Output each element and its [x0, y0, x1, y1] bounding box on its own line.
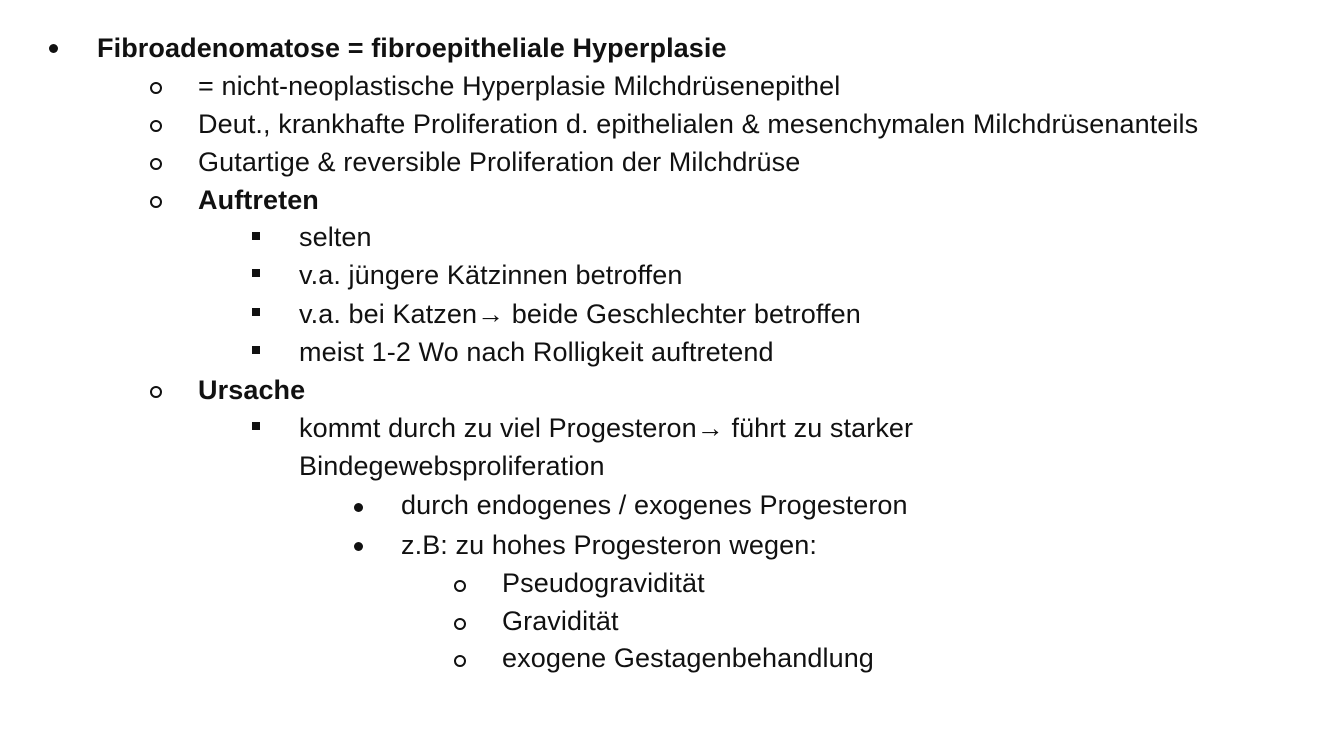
bullet-circle-icon	[150, 386, 162, 398]
section-title-auftreten: Auftreten	[198, 185, 319, 215]
auftreten-item: v.a. bei Katzen→ beide Geschlechter betroffen	[299, 299, 861, 329]
ursache-item-line-2: Bindegewebsproliferation	[299, 451, 605, 481]
bullet-circle-icon	[454, 618, 466, 630]
point-meaning: Deut., krankhafte Proliferation d. epithelialen & mesenchymalen Milchdrüsenanteils	[198, 109, 1199, 139]
bullet-circle-icon	[150, 82, 162, 94]
bullet-circle-icon	[454, 580, 466, 592]
heading-fibroadenomatose: Fibroadenomatose = fibroepitheliale Hyperplasie	[97, 33, 727, 63]
bullet-circle-icon	[150, 120, 162, 132]
ursache-item-line-1: kommt durch zu viel Progesteron→ führt zu starker	[299, 413, 914, 443]
reason-item: exogene Gestagenbehandlung	[502, 643, 874, 673]
bullet-square-icon	[252, 346, 260, 354]
reason-item: Pseudogravidität	[502, 568, 705, 598]
ursache-sub-item: durch endogenes / exogenes Progesteron	[401, 490, 908, 520]
point-definition: = nicht-neoplastische Hyperplasie Milchdrüsenepithel	[198, 71, 841, 101]
bullet-circle-icon	[150, 158, 162, 170]
bullet-disc-icon	[354, 542, 363, 551]
bullet-square-icon	[252, 269, 260, 277]
bullet-circle-icon	[454, 655, 466, 667]
auftreten-item: v.a. jüngere Kätzinnen betroffen	[299, 260, 683, 290]
bullet-disc-icon	[49, 44, 58, 53]
point-benign: Gutartige & reversible Proliferation der Milchdrüse	[198, 147, 801, 177]
section-title-ursache: Ursache	[198, 375, 306, 405]
bullet-circle-icon	[150, 196, 162, 208]
bullet-square-icon	[252, 232, 260, 240]
bullet-square-icon	[252, 422, 260, 430]
bullet-square-icon	[252, 308, 260, 316]
ursache-sub-item: z.B: zu hohes Progesteron wegen:	[401, 530, 817, 560]
bullet-disc-icon	[354, 503, 363, 512]
auftreten-item: meist 1-2 Wo nach Rolligkeit auftretend	[299, 337, 774, 367]
reason-item: Gravidität	[502, 606, 619, 636]
auftreten-item: selten	[299, 222, 372, 252]
